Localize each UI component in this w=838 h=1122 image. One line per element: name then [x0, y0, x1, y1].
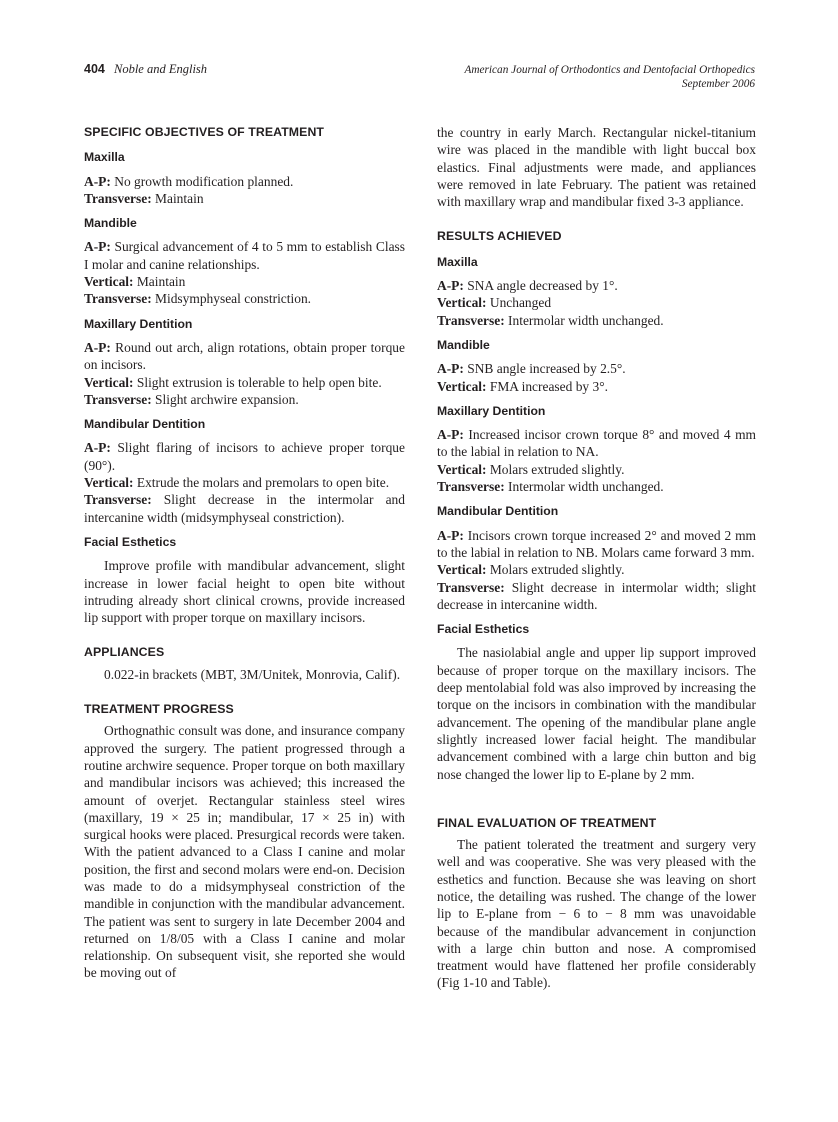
paragraph-text: Slight archwire expansion.	[151, 391, 299, 407]
paragraph	[437, 378, 756, 395]
page-number: 404	[84, 62, 105, 76]
paragraph	[84, 238, 405, 273]
paragraph-text: Extrude the molars and premolars to open bite.	[133, 475, 390, 491]
paragraph-text: Maintain	[151, 190, 204, 206]
paragraph	[84, 491, 405, 526]
subsection-heading-maxilla: Maxilla	[437, 254, 478, 269]
paragraph	[437, 644, 756, 782]
subsection-heading-facial-esthetics: Facial Esthetics	[437, 622, 530, 637]
field-label: Vertical:	[84, 475, 134, 491]
paragraph-text: The patient tolerated the treatment and surgery very well and was cooperative. She was very pleased with the esthetics and function. Because she was leaving on short notice, the detailing was rushed. The change of the lower lip to E-plane from − 6 to − 8 mm was unavoidable because of the mandibular advancement in conjunction with a large chin button and nose. A compromised treatment would have flattened her profile considerably (Fig 1-10 and Table).	[437, 837, 756, 991]
field-label: Transverse:	[84, 190, 152, 206]
field-label: Transverse:	[437, 479, 505, 495]
subsection-heading-mandibular-dentition: Mandibular Dentition	[84, 417, 206, 432]
paragraph	[84, 190, 405, 207]
paragraph-text: Slight decrease in the intermolar and intercanine width (midsymphyseal constriction).	[84, 492, 405, 525]
field-label: A-P:	[84, 339, 111, 355]
paragraph	[84, 273, 405, 290]
paragraph-text: The nasiolabial angle and upper lip support improved because of proper torque on the maxillary incisors. The deep mentolabial fold was also improved by increasing the torque on the incisors in combination with the mandibular advancement. The opening of the mandibular plane angle slightly increased lower facial height. The mandibular advancement combined with a large chin button and big nose changed the lower lip to E-plane by 2 mm.	[437, 645, 756, 782]
paragraph-text: FMA increased by 3°.	[486, 378, 608, 394]
subsection-heading-facial-esthetics: Facial Esthetics	[84, 534, 177, 549]
paragraph-text: Molars extruded slightly.	[486, 461, 625, 477]
paragraph	[437, 836, 756, 992]
paragraph	[437, 527, 756, 562]
section-heading-final-evaluation-of-treatment: FINAL EVALUATION OF TREATMENT	[437, 815, 657, 830]
section-heading-appliances: APPLIANCES	[84, 645, 165, 660]
paragraph	[84, 391, 405, 408]
field-label: A-P:	[84, 440, 111, 456]
subsection-heading-mandibular-dentition: Mandibular Dentition	[437, 504, 559, 519]
journal-title: American Journal of Orthodontics and Dentofacial Orthopedics	[464, 64, 755, 76]
paragraph	[84, 722, 405, 981]
paragraph-text: Midsymphyseal constriction.	[151, 291, 312, 307]
paragraph	[84, 339, 405, 374]
field-label: Transverse:	[84, 391, 152, 407]
authors: Noble and English	[113, 62, 208, 76]
field-label: Transverse:	[437, 312, 505, 328]
field-label: Vertical:	[84, 274, 134, 290]
paragraph-text: 0.022-in brackets (MBT, 3M/Unitek, Monrovia, Calif).	[104, 666, 401, 682]
running-header-left	[84, 62, 207, 77]
paragraph-text: Increased incisor crown torque 8° and moved 4 mm to the labial in relation to NA.	[437, 427, 756, 460]
paragraph	[437, 426, 756, 461]
paragraph	[84, 290, 405, 307]
paragraph-text: Surgical advancement of 4 to 5 mm to establish Class I molar and canine relationships.	[84, 239, 405, 272]
field-label: A-P:	[84, 239, 111, 255]
paragraph-text: Incisors crown torque increased 2° and moved 2 mm to the labial in relation to NB. Molars came forward 3 mm.	[437, 527, 756, 560]
subsection-heading-maxillary-dentition: Maxillary Dentition	[437, 403, 546, 418]
paragraph-text: Slight flaring of incisors to achieve proper torque (90°).	[84, 440, 405, 473]
paragraph	[84, 374, 405, 391]
section-heading-results-achieved: RESULTS ACHIEVED	[437, 229, 562, 244]
field-label: A-P:	[437, 361, 464, 377]
paragraph-text: No growth modification planned.	[110, 173, 294, 189]
subsection-heading-maxilla: Maxilla	[84, 150, 125, 165]
paragraph-text: SNB angle increased by 2.5°.	[463, 361, 626, 377]
paragraph-text: Intermolar width unchanged.	[504, 312, 664, 328]
right-column	[437, 124, 756, 992]
field-label: Vertical:	[84, 374, 134, 390]
field-label: Transverse:	[84, 492, 152, 508]
paragraph	[84, 439, 405, 474]
field-label: Transverse:	[84, 291, 152, 307]
paragraph	[84, 173, 405, 190]
field-label: A-P:	[437, 278, 464, 294]
paragraph	[437, 277, 756, 294]
field-label: Vertical:	[437, 295, 487, 311]
paragraph	[84, 666, 405, 683]
paragraph-text: SNA angle decreased by 1°.	[463, 278, 618, 294]
paragraph	[437, 461, 756, 478]
paragraph-text: Unchanged	[486, 295, 552, 311]
paragraph	[437, 579, 756, 614]
paragraph	[437, 124, 756, 210]
field-label: A-P:	[84, 173, 111, 189]
paragraph	[437, 478, 756, 495]
section-heading-treatment-progress: TREATMENT PROGRESS	[84, 702, 234, 717]
paragraph-text: Molars extruded slightly.	[486, 562, 625, 578]
paragraph-text: Orthognathic consult was done, and insurance company approved the surgery. The patient progressed through a routine archwire sequence. Proper torque on both maxillary and mandibular incisors was achieved; this increased the amount of overjet. Rectangular stainless steel wires (maxillary, 19 × 25 in; mandibular, 17 × 25 in) with surgical hooks were placed. Presurgical records were taken. With the patient advanced to a Class I canine and molar position, the first and second molars were end-on. Decision was made to do a midsymphyseal constriction of the mandible in conjunction with the mandibular advancement. The patient was sent to surgery in late December 2004 and returned on 1/8/05 with a Class I canine and molar relationship. On subsequent visit, she reported she would be moving out of	[84, 723, 405, 981]
subsection-heading-mandible: Mandible	[437, 337, 490, 352]
field-label: Vertical:	[437, 461, 487, 477]
left-column	[84, 124, 405, 982]
paragraph	[84, 557, 405, 626]
field-label: A-P:	[437, 527, 464, 543]
paragraph	[437, 360, 756, 377]
field-label: Vertical:	[437, 378, 487, 394]
paragraph-text: Maintain	[133, 274, 186, 290]
paragraph-text: Slight decrease in intermolar width; slight decrease in intercanine width.	[437, 579, 756, 612]
paragraph	[437, 294, 756, 311]
paragraph	[437, 561, 756, 578]
subsection-heading-maxillary-dentition: Maxillary Dentition	[84, 316, 193, 331]
field-label: Transverse:	[437, 579, 505, 595]
paragraph-text: the country in early March. Rectangular nickel-titanium wire was placed in the mandible with light buccal box elastics. Final adjustments were made, and appliances were removed in late February. The patient was retained with maxillary wrap and mandibular fixed 3-3 appliance.	[437, 125, 756, 210]
section-heading-specific-objectives-of-treatment: SPECIFIC OBJECTIVES OF TREATMENT	[84, 125, 325, 139]
field-label: Vertical:	[437, 562, 487, 578]
running-header-right	[464, 63, 755, 91]
issue-date: September 2006	[681, 78, 755, 90]
paragraph-text: Improve profile with mandibular advancement, slight increase in lower facial height to open bite without intruding already short clinical crowns, provide increased lip support with proper torque on maxillary incisors.	[84, 558, 405, 626]
paragraph-text: Slight extrusion is tolerable to help open bite.	[133, 374, 382, 390]
paragraph	[84, 474, 405, 491]
field-label: A-P:	[437, 427, 464, 443]
paragraph-text: Intermolar width unchanged.	[504, 479, 664, 495]
subsection-heading-mandible: Mandible	[84, 216, 137, 231]
paragraph	[437, 312, 756, 329]
paragraph-text: Round out arch, align rotations, obtain proper torque on incisors.	[84, 339, 405, 373]
